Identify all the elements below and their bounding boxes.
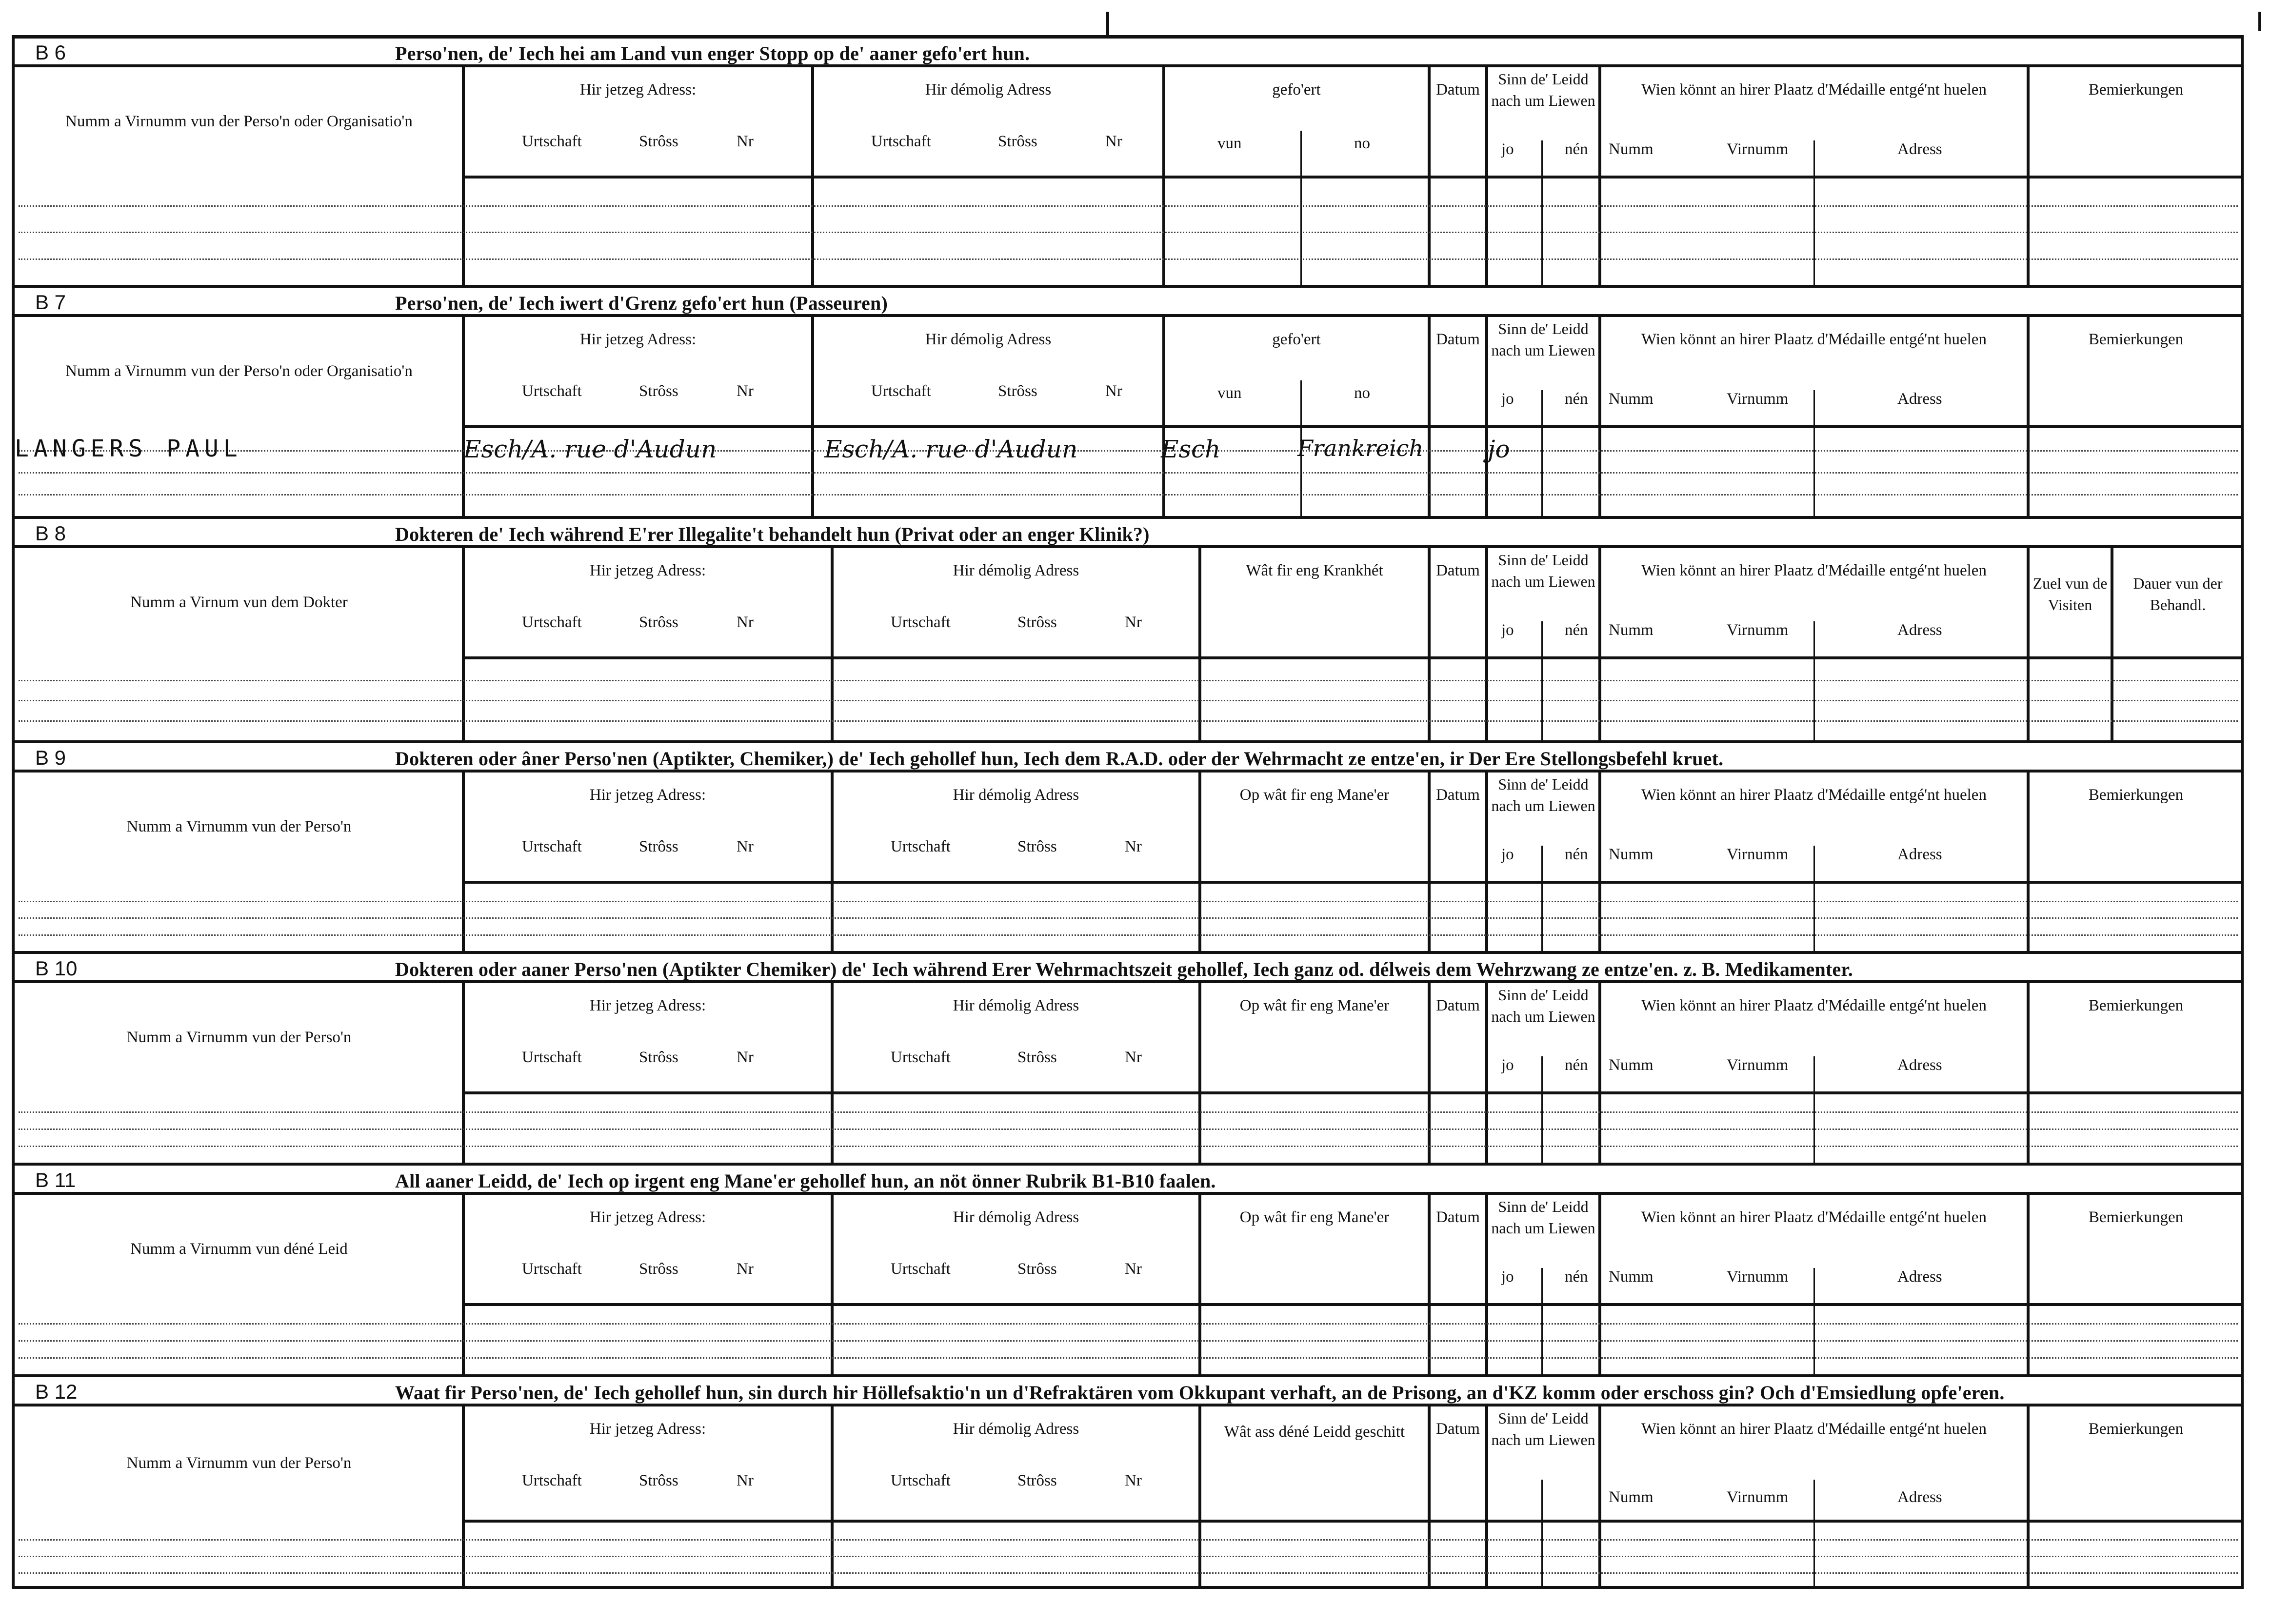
virnumm-label: Virnumm xyxy=(1727,1488,1789,1506)
nr-label: Nr xyxy=(737,1049,754,1066)
section-b10 xyxy=(15,951,2244,1163)
virnumm-label: Virnumm xyxy=(1727,390,1789,408)
writing-line xyxy=(19,1340,2238,1342)
header-divider xyxy=(463,425,2244,428)
header-divider xyxy=(463,881,2244,884)
former-address-header: Hir démolig Adress xyxy=(953,1420,1079,1438)
jo-label: jo xyxy=(1501,1268,1514,1286)
name-column-header: Numm a Virnumm vun der Perso'n xyxy=(126,818,352,835)
nen-label: nén xyxy=(1565,1056,1588,1074)
nen-label: nén xyxy=(1565,140,1588,158)
medal-recipient-header: Wien könnt an hirer Plaatz d'Médaille entgé'nt huelen xyxy=(1641,1208,1987,1226)
nr-label: Nr xyxy=(1105,133,1122,150)
nr-label: Nr xyxy=(737,1260,754,1278)
nen-label: nén xyxy=(1565,1268,1588,1286)
urtschaft-label: Urtschaft xyxy=(891,614,951,631)
writing-line xyxy=(19,205,2238,207)
detail-column-header: Wât fir eng Krankhét xyxy=(1246,562,1383,579)
urtschaft-label: Urtschaft xyxy=(891,1260,951,1278)
numm-label: Numm xyxy=(1609,1488,1653,1506)
vun-label: vun xyxy=(1217,384,1242,402)
numm-label: Numm xyxy=(1609,621,1653,639)
adress-label: Adress xyxy=(1897,1268,1942,1286)
virnumm-label: Virnumm xyxy=(1727,846,1789,863)
section-code: B 8 xyxy=(35,522,66,545)
medal-recipient-header: Wien könnt an hirer Plaatz d'Médaille entgé'nt huelen xyxy=(1641,786,1987,804)
b7-to-entry: Frankreich xyxy=(1297,435,1424,461)
stross-label: Strôss xyxy=(1017,1049,1057,1066)
writing-line xyxy=(19,494,2238,495)
detail-column-header: Op wât fir eng Mane'er xyxy=(1239,1208,1390,1226)
stross-label: Strôss xyxy=(639,1049,678,1066)
section-code: B 6 xyxy=(35,41,66,64)
alive-header: Sinn de' Leidd nach um Liewen xyxy=(1491,1409,1595,1448)
writing-line xyxy=(19,1357,2238,1359)
alive-header: Sinn de' Leidd nach um Liewen xyxy=(1491,551,1595,590)
nen-label: nén xyxy=(1565,846,1588,863)
no-label: no xyxy=(1354,135,1370,152)
section-title: Perso'nen, de' Iech hei am Land vun enger Stopp op de' aaner gefo'ert hun. xyxy=(395,42,1030,64)
datum-header: Datum xyxy=(1436,1208,1480,1226)
visits-header: Zuel vun de Visiten xyxy=(2032,574,2108,614)
numm-label: Numm xyxy=(1609,140,1653,158)
writing-line xyxy=(19,700,2238,701)
nen-label: nén xyxy=(1565,621,1588,639)
detail-column-header: Op wât fir eng Mane'er xyxy=(1239,786,1390,804)
former-address-header: Hir démolig Adress xyxy=(925,331,1052,348)
jo-label: jo xyxy=(1501,846,1514,863)
stross-label: Strôss xyxy=(998,382,1037,400)
name-column-header: Numm a Virnumm vun der Perso'n oder Organisatio'n xyxy=(65,362,413,380)
jo-label: jo xyxy=(1501,390,1514,408)
nr-label: Nr xyxy=(1125,614,1142,631)
b7-name-entry: LANGERS PAUL xyxy=(15,435,242,462)
urtschaft-label: Urtschaft xyxy=(522,838,582,855)
medal-split xyxy=(1813,390,1815,516)
urtschaft-label: Urtschaft xyxy=(522,1260,582,1278)
current-address-header: Hir jetzeg Adress: xyxy=(589,997,706,1014)
remarks-header: Bemierkungen xyxy=(2088,997,2184,1014)
section-title-bar xyxy=(15,740,2244,772)
urtschaft-label: Urtschaft xyxy=(891,1049,951,1066)
current-address-header: Hir jetzeg Adress: xyxy=(579,81,697,99)
name-column-header: Numm a Virnumm vun der Perso'n oder Organisatio'n xyxy=(65,113,413,130)
former-address-header: Hir démolig Adress xyxy=(953,997,1079,1014)
writing-line xyxy=(19,901,2238,902)
datum-header: Datum xyxy=(1436,81,1480,99)
section-code: B 12 xyxy=(35,1380,78,1403)
urtschaft-label: Urtschaft xyxy=(871,133,931,150)
stross-label: Strôss xyxy=(998,133,1037,150)
remarks-header: Bemierkungen xyxy=(2088,81,2184,99)
section-b8 xyxy=(15,516,2244,740)
stross-label: Strôss xyxy=(639,1472,678,1489)
adress-label: Adress xyxy=(1897,1056,1942,1074)
nr-label: Nr xyxy=(1105,382,1122,400)
section-title-bar xyxy=(15,951,2244,983)
virnumm-label: Virnumm xyxy=(1727,1056,1789,1074)
virnumm-label: Virnumm xyxy=(1727,621,1789,639)
jo-nen-split xyxy=(1541,140,1543,285)
section-title: Perso'nen, de' Iech iwert d'Grenz gefo'ert hun (Passeuren) xyxy=(395,292,888,314)
urtschaft-label: Urtschaft xyxy=(522,1049,582,1066)
writing-line xyxy=(19,1146,2238,1147)
section-title: Waat fir Perso'nen, de' Iech gehollef hun, sin durch hir Höllefsaktio'n un d'Refraktären vom Okkupant verhaft, an de Prisong, an d'KZ komm oder erschoss gin? Och d'Emsiedlung opfe'eren. xyxy=(395,1382,2005,1404)
writing-line xyxy=(19,1539,2238,1541)
b7-jo-entry: jo xyxy=(1488,435,1510,463)
medal-recipient-header: Wien könnt an hirer Plaatz d'Médaille entgé'nt huelen xyxy=(1641,81,1987,99)
adress-label: Adress xyxy=(1897,140,1942,158)
header-divider xyxy=(463,1303,2244,1306)
header-divider xyxy=(463,656,2244,659)
jo-label: jo xyxy=(1501,1056,1514,1074)
medal-split xyxy=(1813,140,1815,285)
current-address-header: Hir jetzeg Adress: xyxy=(579,331,697,348)
b7-current-address-entry: Esch/A. rue d'Audun xyxy=(463,435,717,463)
medal-recipient-header: Wien könnt an hirer Plaatz d'Médaille entgé'nt huelen xyxy=(1641,331,1987,348)
medal-recipient-header: Wien könnt an hirer Plaatz d'Médaille entgé'nt huelen xyxy=(1641,562,1987,579)
section-title: All aaner Leidd, de' Iech op irgent eng Mane'er gehollef hun, an nöt önner Rubrik B1-B10 faalen. xyxy=(395,1170,1216,1192)
nr-label: Nr xyxy=(737,1472,754,1489)
nr-label: Nr xyxy=(737,133,754,150)
writing-line xyxy=(19,472,2238,474)
section-code: B 10 xyxy=(35,957,78,980)
top-mark xyxy=(1106,12,1109,38)
numm-label: Numm xyxy=(1609,1268,1653,1286)
nr-label: Nr xyxy=(1125,1049,1142,1066)
alive-header: Sinn de' Leidd nach um Liewen xyxy=(1491,775,1595,814)
datum-header: Datum xyxy=(1436,1420,1480,1438)
numm-label: Numm xyxy=(1609,1056,1653,1074)
stross-label: Strôss xyxy=(1017,1472,1057,1489)
nr-label: Nr xyxy=(737,838,754,855)
adress-label: Adress xyxy=(1897,846,1942,863)
datum-header: Datum xyxy=(1436,786,1480,804)
urtschaft-label: Urtschaft xyxy=(891,1472,951,1489)
datum-header: Datum xyxy=(1436,997,1480,1014)
writing-line xyxy=(19,1572,2238,1574)
section-title-bar xyxy=(15,1374,2244,1406)
stross-label: Strôss xyxy=(1017,838,1057,855)
urtschaft-label: Urtschaft xyxy=(522,614,582,631)
current-address-header: Hir jetzeg Adress: xyxy=(589,1420,706,1438)
nr-label: Nr xyxy=(1125,1472,1142,1489)
writing-line xyxy=(19,934,2238,936)
remarks-header: Bemierkungen xyxy=(2088,331,2184,348)
nr-label: Nr xyxy=(737,382,754,400)
writing-line xyxy=(19,917,2238,919)
medal-recipient-header: Wien könnt an hirer Plaatz d'Médaille entgé'nt huelen xyxy=(1641,1420,1987,1438)
writing-line xyxy=(19,232,2238,233)
gefoert-header: gefo'ert xyxy=(1272,331,1321,348)
section-b7 xyxy=(15,285,2244,516)
b7-from-entry: Esch xyxy=(1161,435,1221,463)
section-b9 xyxy=(15,740,2244,951)
name-column-header: Numm a Virnumm vun der Perso'n xyxy=(126,1029,352,1046)
datum-header: Datum xyxy=(1436,331,1480,348)
section-b6 xyxy=(15,35,2244,285)
section-code: B 9 xyxy=(35,746,66,769)
duration-header: Dauer vun der Behandl. xyxy=(2133,574,2223,614)
header-divider xyxy=(463,176,2244,178)
remarks-header: Bemierkungen xyxy=(2088,1208,2184,1226)
urtschaft-label: Urtschaft xyxy=(522,1472,582,1489)
section-title: Dokteren oder âner Perso'nen (Aptikter, Chemiker,) de' Iech gehollef hun, Iech dem R.A.D. oder der Wehrmacht ze entze'en, ir Der Ere Stellongsbefehl kruet. xyxy=(395,748,1724,770)
section-title-bar xyxy=(15,35,2244,67)
datum-header: Datum xyxy=(1436,562,1480,579)
section-title: Dokteren oder aaner Perso'nen (Aptikter Chemiker) de' Iech während Erer Wehrmachtszeit gehollef, Iech ganz od. délweis dem Wehrzwang ze entze'en. z. B. Medikamenter. xyxy=(395,958,1853,980)
right-edge-mark xyxy=(2258,12,2261,31)
nr-label: Nr xyxy=(737,614,754,631)
numm-label: Numm xyxy=(1609,390,1653,408)
writing-line xyxy=(19,720,2238,722)
section-title-bar xyxy=(15,1163,2244,1195)
adress-label: Adress xyxy=(1897,390,1942,408)
current-address-header: Hir jetzeg Adress: xyxy=(589,562,706,579)
jo-label: jo xyxy=(1501,140,1514,158)
writing-line xyxy=(19,1129,2238,1130)
adress-label: Adress xyxy=(1897,1488,1942,1506)
jo-label: jo xyxy=(1501,621,1514,639)
writing-line xyxy=(19,450,2238,452)
writing-line xyxy=(19,1556,2238,1557)
current-address-header: Hir jetzeg Adress: xyxy=(589,786,706,804)
virnumm-label: Virnumm xyxy=(1727,1268,1789,1286)
former-address-header: Hir démolig Adress xyxy=(953,786,1079,804)
nr-label: Nr xyxy=(1125,838,1142,855)
section-b12 xyxy=(15,1374,2244,1589)
stross-label: Strôss xyxy=(639,838,678,855)
name-column-header: Numm a Virnum vun dem Dokter xyxy=(130,594,348,611)
urtschaft-label: Urtschaft xyxy=(522,133,582,150)
detail-column-header: Wât ass déné Leidd geschitt xyxy=(1224,1423,1405,1441)
section-code: B 7 xyxy=(35,291,66,314)
writing-line xyxy=(19,258,2238,260)
alive-header: Sinn de' Leidd nach um Liewen xyxy=(1491,986,1595,1025)
section-title-bar xyxy=(15,285,2244,317)
header-divider xyxy=(463,1520,2244,1523)
virnumm-label: Virnumm xyxy=(1727,140,1789,158)
nen-label: nén xyxy=(1565,390,1588,408)
header-divider xyxy=(463,1091,2244,1094)
section-code: B 11 xyxy=(35,1168,76,1191)
stross-label: Strôss xyxy=(1017,1260,1057,1278)
no-label: no xyxy=(1354,384,1370,402)
jo-nen-split xyxy=(1541,390,1543,516)
stross-label: Strôss xyxy=(1017,614,1057,631)
writing-line xyxy=(19,1323,2238,1325)
remarks-header: Bemierkungen xyxy=(2088,1420,2184,1438)
former-address-header: Hir démolig Adress xyxy=(953,562,1079,579)
section-b11 xyxy=(15,1163,2244,1374)
writing-line xyxy=(19,680,2238,681)
urtschaft-label: Urtschaft xyxy=(522,382,582,400)
urtschaft-label: Urtschaft xyxy=(871,382,931,400)
gefoert-split xyxy=(1300,131,1302,285)
former-address-header: Hir démolig Adress xyxy=(953,1208,1079,1226)
section-title-bar xyxy=(15,516,2244,548)
section-title: Dokteren de' Iech während E'rer Illegalite't behandelt hun (Privat oder an enger Klinik?) xyxy=(395,523,1150,545)
alive-header: Sinn de' Leidd nach um Liewen xyxy=(1491,320,1595,359)
vun-label: vun xyxy=(1217,135,1242,152)
alive-header: Sinn de' Leidd nach um Liewen xyxy=(1491,70,1595,109)
stross-label: Strôss xyxy=(639,382,678,400)
stross-label: Strôss xyxy=(639,614,678,631)
name-column-header: Numm a Virnumm vun déné Leid xyxy=(130,1240,348,1258)
numm-label: Numm xyxy=(1609,846,1653,863)
name-column-header: Numm a Virnumm vun der Perso'n xyxy=(126,1454,352,1472)
remarks-header: Bemierkungen xyxy=(2088,786,2184,804)
gefoert-header: gefo'ert xyxy=(1272,81,1321,99)
adress-label: Adress xyxy=(1897,621,1942,639)
nr-label: Nr xyxy=(1125,1260,1142,1278)
medal-recipient-header: Wien könnt an hirer Plaatz d'Médaille entgé'nt huelen xyxy=(1641,997,1987,1014)
detail-column-header: Op wât fir eng Mane'er xyxy=(1239,997,1390,1014)
alive-header: Sinn de' Leidd nach um Liewen xyxy=(1491,1198,1595,1237)
writing-line xyxy=(19,1111,2238,1113)
stross-label: Strôss xyxy=(639,133,678,150)
b7-former-address-entry: Esch/A. rue d'Audun xyxy=(824,435,1078,463)
current-address-header: Hir jetzeg Adress: xyxy=(589,1208,706,1226)
stross-label: Strôss xyxy=(639,1260,678,1278)
urtschaft-label: Urtschaft xyxy=(891,838,951,855)
former-address-header: Hir démolig Adress xyxy=(925,81,1052,99)
